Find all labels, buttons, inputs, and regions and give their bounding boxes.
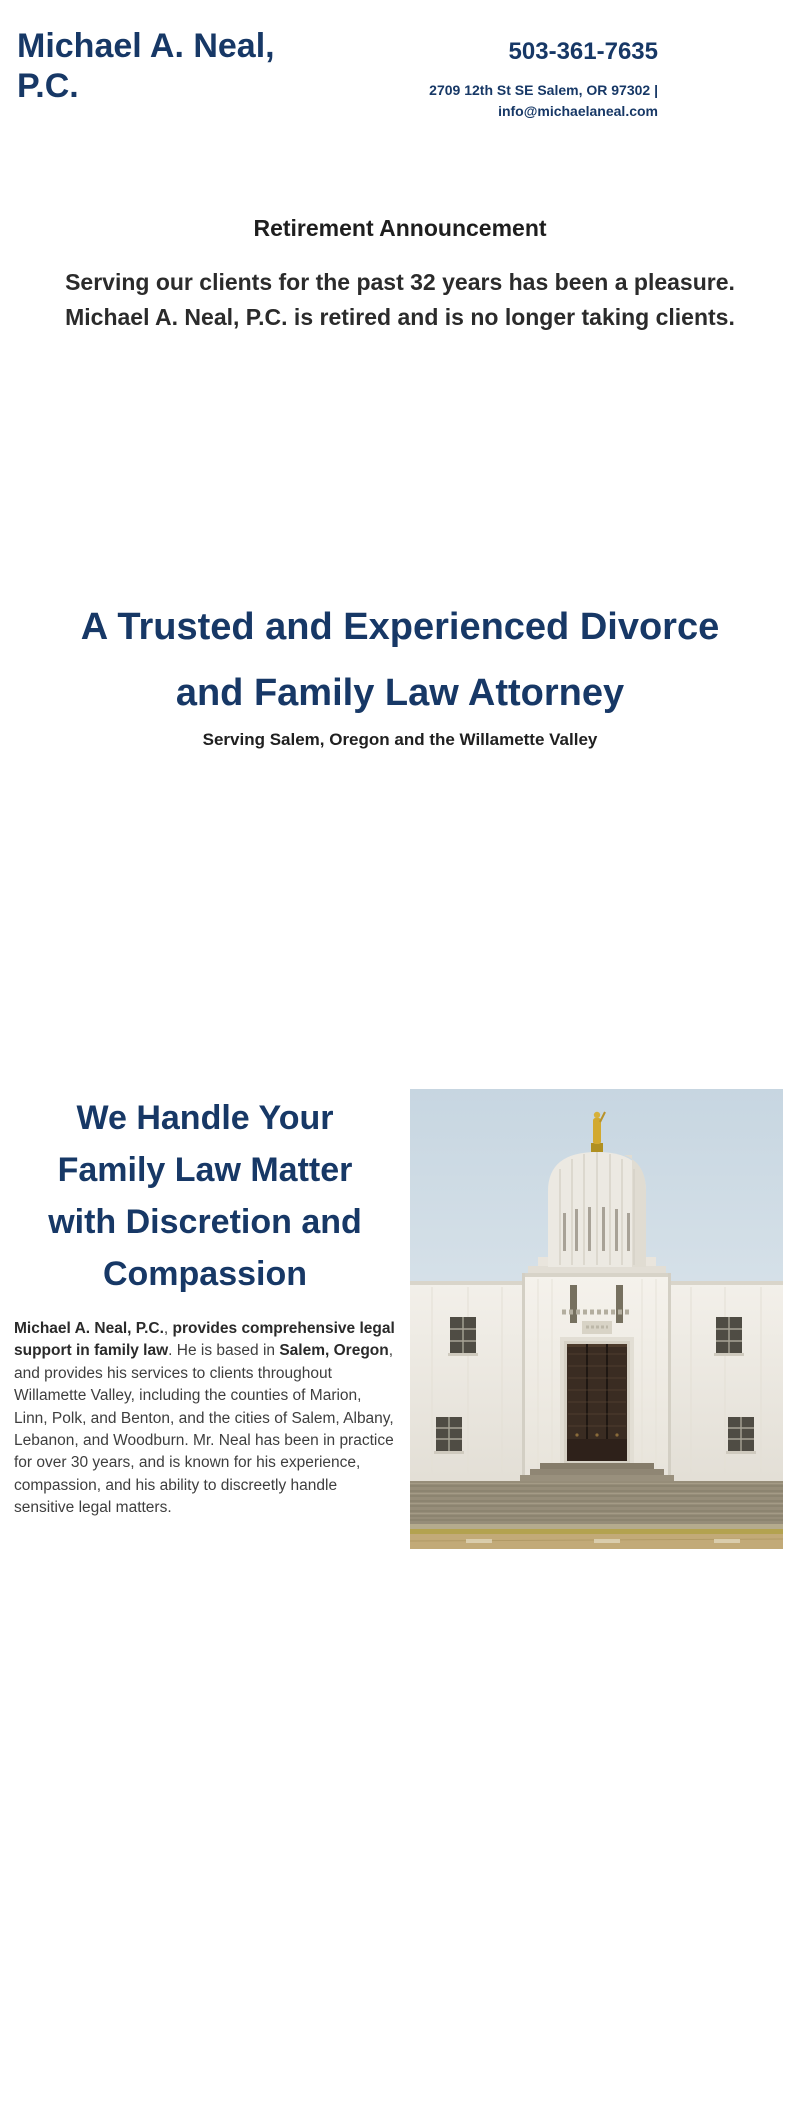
family-paragraph: Michael A. Neal, P.C., provides comprehensive legal support in family law. He is based in Salem, Oregon, and provides his services to clients throughout Willamette Valley, including the counties of Marion, Linn, Polk, and Benton, and the cities of Salem, Albany, Lebanon, and Woodburn. Mr. Neal has been in practice for over 30 years, and is known for his experience, compassion, and his ability to discreetly handle sensitive legal matters.	[14, 1320, 395, 1517]
hero-subtitle: Serving Salem, Oregon and the Willamette Valley	[202, 730, 598, 749]
hero-title-line: A Trusted and Experienced Divorce	[80, 606, 720, 648]
oregon-state-capitol-photo	[410, 1089, 783, 1549]
family-heading-line: Compassion	[102, 1255, 308, 1293]
family-section-heading	[10, 1092, 400, 1300]
entrance-steps	[520, 1463, 674, 1481]
left-wing	[410, 1281, 524, 1489]
retirement-announcement-text	[0, 265, 800, 335]
retirement-announcement-title: Retirement Announcement	[253, 215, 547, 241]
header-contact	[338, 38, 658, 122]
hero-title	[0, 594, 800, 726]
email-link[interactable]: info@michaelaneal.com	[498, 103, 658, 119]
entrance-doors	[567, 1344, 627, 1461]
family-heading-line: with Discretion and	[48, 1203, 362, 1241]
family-heading-line: We Handle Your	[76, 1099, 334, 1137]
family-heading-line: Family Law Matter	[57, 1151, 353, 1189]
phone-link[interactable]: 503-361-7635	[508, 38, 658, 65]
address-line: 2709 12th St SE Salem, OR 97302 |	[429, 82, 658, 98]
right-wing	[669, 1281, 783, 1489]
wide-steps	[410, 1481, 783, 1524]
hero-title-line: and Family Law Attorney	[175, 672, 625, 714]
announcement-line: Serving our clients for the past 32 years has been a pleasure.	[65, 269, 735, 295]
announcement-line: Michael A. Neal, P.C. is retired and is no longer taking clients.	[65, 304, 735, 330]
site-logo[interactable]: Michael A. Neal, P.C.	[17, 27, 275, 105]
